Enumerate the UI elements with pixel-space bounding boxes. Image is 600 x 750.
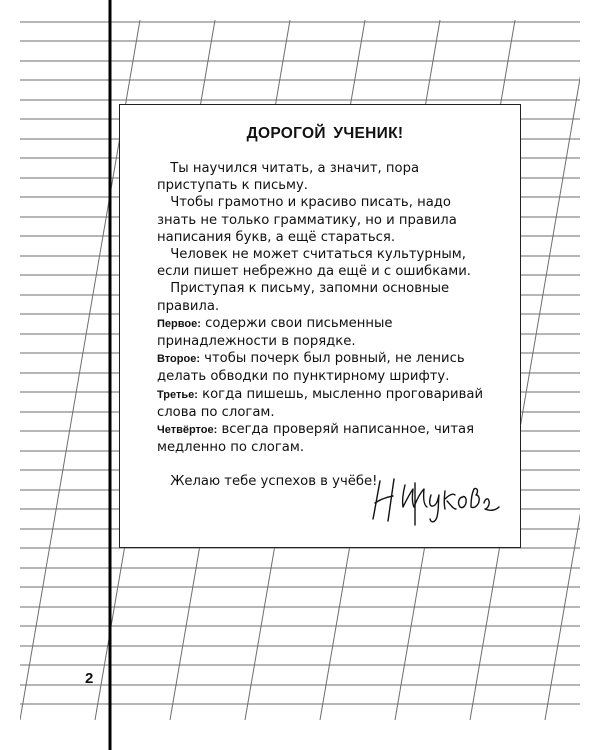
handwritten-signature (367, 469, 502, 529)
rule-2-text: чтобы почерк был ровный, не ленись делать обводки по пунктирному шрифту. (157, 351, 465, 385)
rule-4-term: Четвёртое: (157, 424, 218, 437)
rule-2-term: Второе: (157, 353, 200, 366)
rule-3-term: Третье: (157, 388, 198, 401)
paragraph-3: Человек не может считаться культурным, если пишет небрежно да ещё и с ошибками. (157, 247, 471, 280)
letter-box (119, 104, 521, 548)
rule-3-text: когда пишешь, мысленно проговаривай слова по слогам. (157, 386, 484, 420)
rule-4 (157, 421, 493, 456)
paragraph-2: Чтобы грамотно и красиво писать, надо знать не только грамматику, но и правила написания букв, а ещё стараться. (157, 195, 457, 245)
rule-1 (157, 315, 493, 350)
rule-3 (157, 386, 493, 421)
rule-1-term: Первое: (157, 317, 201, 330)
rule-4-text: всегда проверяй написанное, читая медленно по слогам. (157, 422, 475, 456)
paragraph-4: Приступая к письму, запомни основные правила. (157, 281, 450, 314)
rule-1-text: содержи свои письменные принадлежности в порядке. (157, 315, 393, 350)
letter-title: ДОРОГОЙ УЧЕНИК! (246, 125, 404, 142)
closing-line: Желаю тебе успехов в учёбе! (170, 474, 378, 490)
paragraph-1: Ты научился читать, а значит, пора приступать к письму. (157, 161, 420, 194)
rule-2 (157, 350, 493, 385)
page-number: 2 (85, 670, 94, 687)
